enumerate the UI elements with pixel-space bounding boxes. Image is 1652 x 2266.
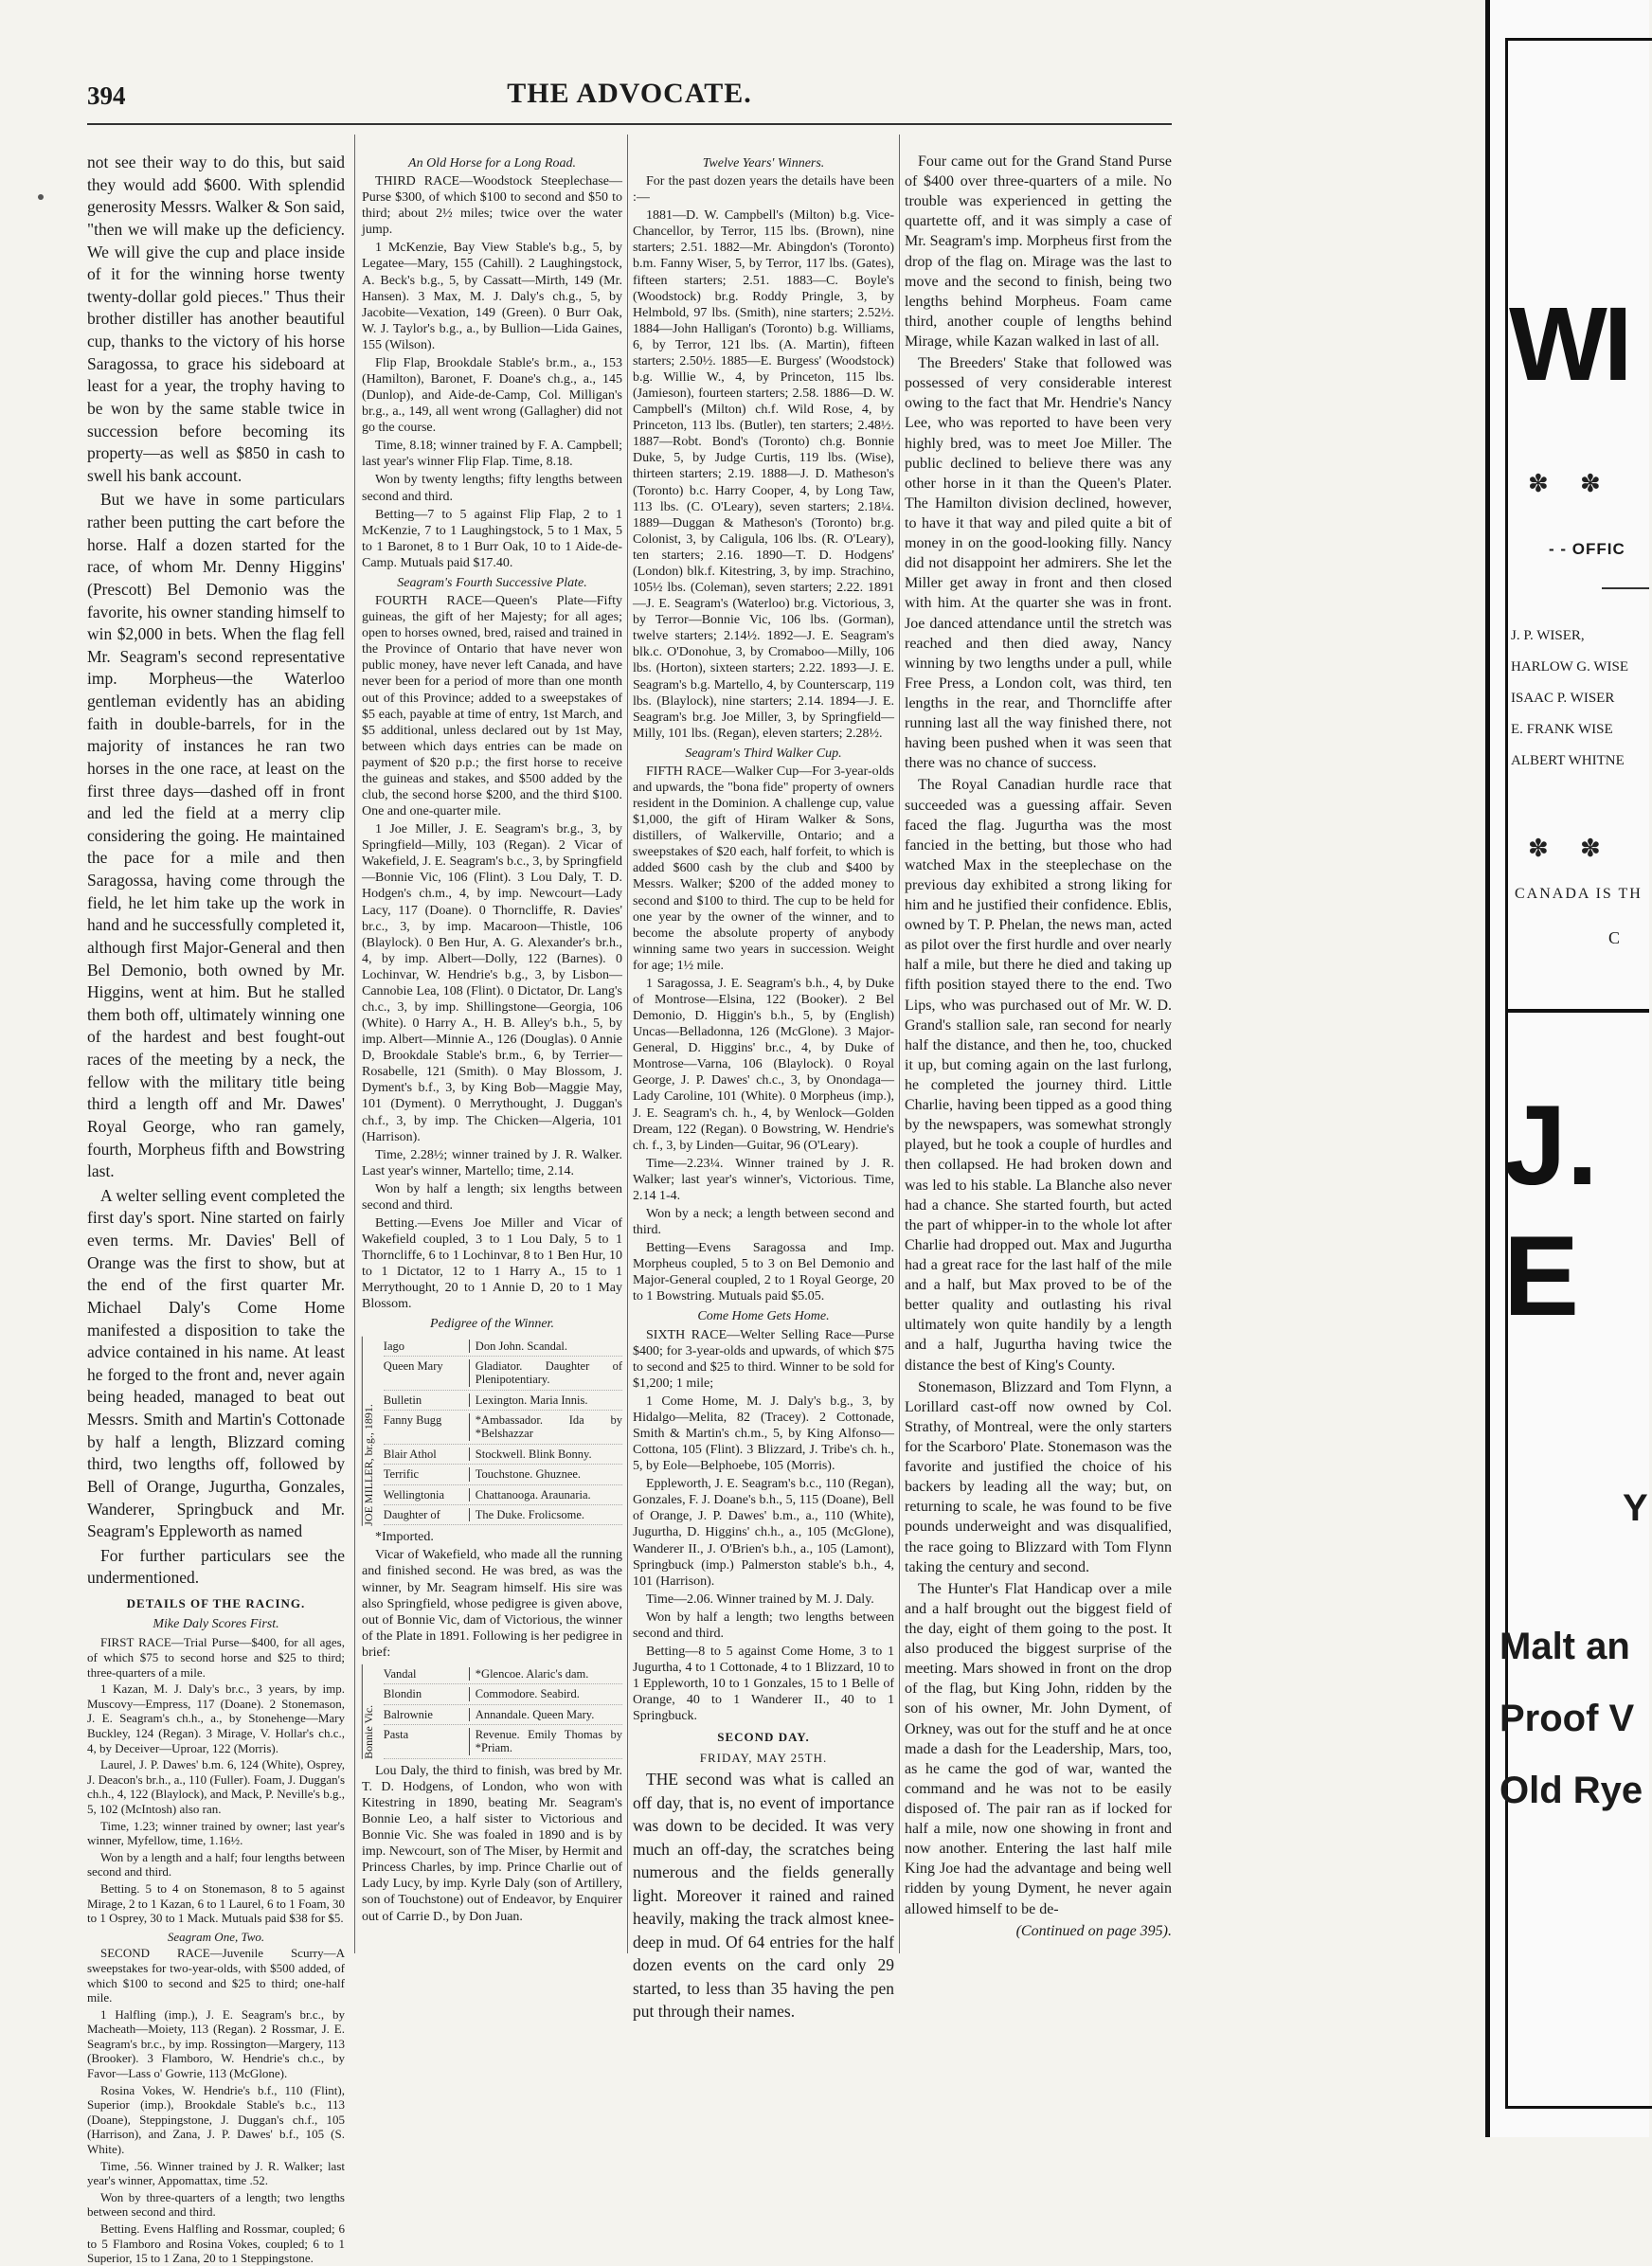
subheading: Mike Daly Scores First. <box>153 1616 279 1631</box>
ad-names <box>1511 620 1628 777</box>
paragraph: The Hunter's Flat Handicap over a mile and a half brought out the biggest field of the day, eight of them going to the post. It also produced the biggest surprise of the meeting. Mars showed in front on the drop of the flag, but King John, ridden by the son of his owner, Mr. John Dyment, of Orkney, was out for the stuff and he at once made a dash for the Leadership, Mars, too, as he came the god of war, wanted the command and he was not to be easily disposed of. The pair ran as if locked for half a mile, now one showing in front and now another. Entering the last half mile King Joe had the advantage and being well ridden by young Dyment, he never again allowed himself to be de- <box>905 1580 1172 1917</box>
race-margin: Won by a neck; a length between second and third. <box>633 1207 894 1238</box>
pedigree-horse: Blondin <box>383 1687 422 1701</box>
pedigree-row <box>384 1664 622 1684</box>
race-betting: Betting.—Evens Joe Miller and Vicar of Wakefield coupled, 3 to 1 Lou Daly, 5 to 1 Thorncliffe, 6 to 1 Lochinvar, 8 to 1 Ben Hur, 10 to 1 Dictator, 12 to 1 Harry A., 15 to 1 Merrythought, 20 to 1 Annie D, 20 to 1 May Blossom. <box>362 1216 622 1312</box>
continued-note: (Continued on page 395). <box>1015 1922 1172 1939</box>
paragraph: Stonemason, Blizzard and Tom Flynn, a Lorillard cast-off now owned by Col. Strathy, of Montreal, were the only starters for the Scarboro' Plate. Stonemason was the favorite and justified the choice of his backers by leading all the way; but, on returning to scale, he was found to be five pounds underweight and was disqualified, the race going to Blizzard with Tom Flynn taking the century and second. <box>905 1378 1172 1575</box>
pedigree-horse: Balrownie <box>383 1707 433 1721</box>
ad-text: Y <box>1623 1487 1648 1529</box>
pedigree-parents: *Glencoe. Alaric's dam. <box>469 1667 622 1681</box>
subheading: Seagram's Third Walker Cup. <box>685 746 842 761</box>
pedigree-side-label: JOE MILLER, br.g., 1891. <box>362 1337 378 1526</box>
race-time: Time—2.23¼. Winner trained by J. R. Walker; last year's winner's, Victorious. Time, 2.14 1-4. <box>633 1156 894 1203</box>
column-3 <box>633 152 894 2022</box>
subheading: Twelve Years' Winners. <box>702 156 825 171</box>
race-results: 1 Joe Miller, J. E. Seagram's br.g., 3, by Springfield—Milly, 103 (Regan). 2 Vicar of Wakefield, J. E. Seagram's b.c., 3, by Springfield—Bonnie Vic, 106 (Flint). 3 Lou Daly, T. D. Hodgen's ch.m., 4, by imp. Newcourt—Lady Lacy, 117 (Doane). 0 Thorncliffe, R. Davies' br.c., 3, by imp. Macaroon—Thistle, 106 (Blaylock). 0 Ben Hur, A. G. Alexander's br.h., 4, by imp. Albert—Dolly, 122 (Barnes). 0 Lochinvar, W. Hendrie's b.g., 3, by Lisbon—Cannobie Lea, 108 (Flint). 0 Dictator, Dr. Lang's ch.c., 3, by imp. Shillingstone—Georgia, 106 (White). 0 Harry A., H. B. Alley's b.h., 5, by imp. Albert—Minnie A., 126 (Douglas). 0 Annie D, Brookdale Stable's br.m., 6, by Terrier—Rosabelle, 121 (Smith). 0 May Blossom, J. Dyment's b.f., 3, by King Bob—Maggie May, 101 (Dyment). 0 Merrythought, J. Duggan's ch.f., 3, by imp. The Chicken—Algeria, 101 (Harrison). <box>362 822 622 1144</box>
ad-headline: WI <box>1509 286 1629 403</box>
ad-tagline: CANADA IS TH <box>1515 886 1643 902</box>
paragraph: For the past dozen years the details have been :— <box>633 174 894 206</box>
pedigree-parents: Revenue. Emily Thomas by *Priam. <box>469 1728 622 1755</box>
pedigree-horse: Wellingtonia <box>383 1487 445 1502</box>
pedigree-row <box>384 1357 622 1391</box>
pedigree-horse: Vandal <box>383 1666 417 1681</box>
race-betting: Betting—8 to 5 against Come Home, 3 to 1 Jugurtha, 4 to 1 Cottonade, 4 to 1 Blizzard, 10 to 1 Eppleworth, 10 to 1 Gonzales, 15 to 1 Belle of Orange, 40 to 1 Wanderer II., 40 to 1 Springbuck. <box>633 1645 894 1724</box>
pedigree-parents: Gladiator. Daughter of Plenipotentiary. <box>469 1359 622 1387</box>
race-description: THIRD RACE—Woodstock Steeplechase—Purse $300, of which $100 to second and $50 to third; about 2½ miles; twice over the water jump. <box>362 174 622 238</box>
pedigree-row <box>384 1505 622 1525</box>
race-time: Time, 8.18; winner trained by F. A. Campbell; last year's winner Flip Flap. Time, 8.18. <box>362 439 622 470</box>
pedigree-parents: Commodore. Seabird. <box>469 1687 622 1700</box>
pedigree-parents: Lexington. Maria Innis. <box>469 1394 622 1407</box>
race-time: Time, .56. Winner trained by J. R. Walker; last year's winner, Appomattax, time .52. <box>87 2158 345 2188</box>
pedigree-table <box>362 1664 622 1759</box>
pedigree-row <box>384 1725 622 1759</box>
paragraph: The Breeders' Stake that followed was possessed of very considerable interest owing to the fact that Mr. Hendrie's Nancy Lee, who was reported to have been very highly bred, was to meet Joe Miller. The public declined to believe there was any other horse in it than the Queen's Plater. The Hamilton division declined, however, to have it that way and piled quite a bit of money in on the good-looking filly. Nancy did not disappoint her admirers. She let the Miller get away in front and then closed with him. At the quarter she was in front. Joe danced attendance until the stretch was reached and then died away, Nancy winning by two lengths under a pull, while Free Press, a London colt, was third, ten lengths in the rear, and Thorncliffe after running last all the way finished there, not having been pushed when it was seen that there was no chance of success. <box>905 355 1172 772</box>
race-also-ran: Rosina Vokes, W. Hendrie's b.f., 110 (Flint), Superior (imp.), Brookdale Stable's b.c., 113 (Doane), Steppingstone, J. Duggan's ch.f., 105 (Harrison), and Zana, J. P. Dawes' b.f., 105 (S. White). <box>87 2082 345 2157</box>
pedigree-row <box>384 1705 622 1725</box>
paragraph: But we have in some particulars rather been putting the cart before the horse. Half a dozen started for the race, of whom Mr. Denny Higgins' (Prescott) Bel Demonio was the favorite, his owner standing himself to win $2,000 in bets. When the flag fell Mr. Seagram's second representative imp. Morpheus—the Waterloo gentleman evidently has an abiding faith in double-barrels, for in the majority of instances he ran two horses in the one race, at least on the first three days—dashed off in front and led the field at a merry clip considering the going. He maintained the pace for a mile and then Saragossa, having come through the field, he let him take up the work in hand and he successfully completed it, although first Major-General and then Bel Demonio, both owned by Mr. Higgins, went at him. But he stalled them both off, ultimately winning one of the hardest and best fought-out races of the meeting by a neck, the fellow with the military title being third a length off and Mr. Dawes' Royal George, who ran gamely, fourth, Morpheus fifth and Bowstring last. <box>87 490 345 1181</box>
ad-divider <box>1505 1009 1649 1013</box>
paragraph: A welter selling event completed the first day's sport. Nine started on fairly even terms. Mr. Davies' Bell of Orange was the first to show, but at the end of the first quarter Mr. Michael Daly's Come Home manifested a disposition to take the advice contained in his name. At least he forged to the front and, never again being headed, managed to beat out Messrs. Smith and Martin's Cottonade by half a length, Blizzard coming third, two lengths off, followed by Bell of Orange, Jugurtha, Gonzales, Wanderer, Springbuck and Mr. Seagram's Eppleworth as named <box>87 1185 345 1541</box>
pedigree-row <box>384 1684 622 1704</box>
pedigree-horse: Queen Mary <box>383 1358 443 1373</box>
ad-product: Old Rye <box>1499 1770 1643 1811</box>
paragraph: Vicar of Wakefield, who made all the running and finished second. He was bred, as was the winner, by Mr. Seagram himself. His sire was also Springfield, whose pedigree is given above, out of Bonnie Vic, dam of Victorious, the winner of the Plate in 1891. Following is her pedigree in brief: <box>362 1548 622 1660</box>
pedigree-row <box>384 1445 622 1465</box>
flower-ornament-icon: ✽ <box>1528 834 1549 862</box>
ad-name: ALBERT WHITNE <box>1511 753 1625 768</box>
paragraph: Four came out for the Grand Stand Purse of $400 over three-quarters of a mile. No trouble was experienced in getting the quartette off, and it was simply a case of Mr. Seagram's imp. Morpheus first from the drop of the flag on. Mirage was the last to move and the second to finish, being two lengths behind Morpheus. Foam came third, another couple of lengths behind Mirage, while Kazan walked in last of all. <box>905 153 1172 350</box>
subheading: An Old Horse for a Long Road. <box>408 156 576 171</box>
pedigree-rows <box>384 1337 622 1526</box>
ad-product: Malt an <box>1499 1626 1630 1667</box>
pedigree-parents: *Ambassador. Ida by *Belshazzar <box>469 1413 622 1441</box>
race-time: Time—2.06. Winner trained by M. J. Daly. <box>646 1592 874 1607</box>
race-betting: Betting. 5 to 4 on Stonemason, 8 to 5 against Mirage, 2 to 1 Kazan, 6 to 1 Laurel, 6 to 1 Foam, 30 to 1 Osprey, 30 to 1 Mack. Mutuals paid $38 for $5. <box>87 1880 345 1926</box>
column-4 <box>905 152 1172 1989</box>
pedigree-row <box>384 1411 622 1445</box>
column-divider <box>627 135 628 1953</box>
pedigree-parents: Stockwell. Blink Bonny. <box>469 1448 622 1461</box>
pedigree-horse: Terrific <box>383 1467 420 1482</box>
pedigree-horse: Daughter of <box>383 1507 440 1521</box>
paragraph: THE second was what is called an off day, that is, no event of importance was down to be decided. It was very much an off-day, the scratches being numerous and the fields generally light. Moreover it rained and rained heavily, making the track almost knee-deep in mud. Of 64 entries for the half dozen events on the card only 29 started, to less than 35 having the pen put through their names. <box>633 1770 894 2022</box>
pedigree-row <box>384 1391 622 1411</box>
race-description: FIRST RACE—Trial Purse—$400, for all ages, of which $75 to second horse and $25 to third; three-quarters of a mile. <box>87 1635 345 1680</box>
ad-rule <box>1602 587 1649 589</box>
race-description: FOURTH RACE—Queen's Plate—Fifty guineas, the gift of her Majesty; for all ages; open to horses owned, bred, raised and trained in the Province of Ontario that have never won public money, have never left Canada, and have never been for a period of more than one month out of this Province; added to a sweepstakes of $5 each, payable at time of entry, 1st March, and $5 additional, unless declared out by 1st May, between which days entries can be made on payment of $20 p.p.; the first horse to receive the guineas and stakes, and $500 added by the club, the second horse $200, and the third $100. One and one-quarter mile. <box>362 594 622 819</box>
paragraph: not see their way to do this, but said they would add $600. With splendid generosity Messrs. Walker & Son said, "then we will make up the deficiency. We will give the cup and place inside of it for the winning horse twenty twenty-dollar gold pieces." Thus their brother distiller has another beautiful cup, thanks to the victory of his horse Saragossa, to grace his sideboard at least for a year, the trophy having to be won by the same stable twice in succession before becoming its property—as well as $850 in cash to swell his bank account. <box>87 153 345 485</box>
race-also-ran: Eppleworth, J. E. Seagram's b.c., 110 (Regan), Gonzales, F. J. Doane's b.h., 5, 115 (Doane), Bell of Orange, J. P. Dawes' b.m., a., 110 (White), Jugurtha, D. Higgins' ch.h., a., 105 (McGlone), Wanderer II., J. O'Brien's b.h., a., 105 (Lamont), Springbuck (imp.) Palmerston stable's b.h., 4, 101 (Harrison). <box>633 1477 894 1589</box>
pedigree-horse: Iago <box>383 1339 405 1353</box>
race-margin: Won by three-quarters of a length; two lengths between second and third. <box>87 2189 345 2220</box>
pedigree-row <box>384 1485 622 1505</box>
flower-ornament-icon: ✽ <box>1580 834 1601 862</box>
race-description: SECOND RACE—Juvenile Scurry—A sweepstakes for two-year-olds, with $500 added, of which $100 to second and $25 to third; one-half mile. <box>87 1946 345 2005</box>
flower-ornament-icon: ✽ <box>1528 469 1549 497</box>
race-margin: Won by half a length; six lengths between second and third. <box>362 1181 622 1213</box>
ad-name: J. P. WISER, <box>1511 628 1585 643</box>
pedigree-rows <box>384 1664 622 1759</box>
race-results: 1 McKenzie, Bay View Stable's b.g., 5, by Legatee—Mary, 155 (Cahill). 2 Laughingstock, A. Beck's b.g., 5, by Cassatt—Mirth, 149 (Mr. Hansen). 3 Max, M. J. Daly's ch.g., 5, by Jacobite—Vexation, 149 (Green). 0 Burr Oak, W. J. Taylor's b.g., a., by Bullion—Lida Gaines, 155 (Wilson). <box>362 241 622 352</box>
winners-list: 1881—D. W. Campbell's (Milton) b.g. Vice-Chancellor, by Terror, 115 lbs. (Brown), nine starters; 2.51. 1882—Mr. Abingdon's (Toronto) b.m. Fanny Wiser, 5, by Terror, 117 lbs. (Gates), fifteen starters; 2.51. 1883—C. Boyle's (Woodstock) br.g. Roddy Pringle, 3, by Helmbold, 97 lbs. (Smith), nine starters; 2.52½. 1884—John Halligan's (Toronto) b.g. Williams, 6, by Terror, 121 lbs. (A. Martin), fifteen starters; 2.50½. 1885—E. Burgess' (Woodstock) b.g. Willie W., 4, by Princeton, 115 lbs. (Jamieson), fourteen starters; 2.58. 1886—D. W. Campbell's (Milton) ch.f. Wild Rose, 4, by Princeton, 113 lbs. (Butler), ten starters; 2.48½. 1887—Robt. Bond's (Toronto) ch.g. Bonnie Duke, 5, by Judge Curtis, 119 lbs. (Wise), thirteen starters; 2.19. 1888—J. D. Matheson's (Toronto) b.c. Harry Cooper, 4, by Long Taw, 113 lbs. (C. O'Leary), seven starters; 2.18¼. 1889—Duggan & Matheson's (Toronto) br.g. Colonist, 3, by Caligula, 106 lbs. (R. O'Leary), ten starters; 2.16. 1890—T. D. Hodgens' (London) blk.f. Kitestring, 3, by imp. Strachino, 105½ lbs. (Coleman), seven starters; 2.22. 1891—J. E. Seagram's (Waterloo) br.g. Victorious, 3, by Terror—Bonnie Vic, 106 lbs. (Gorman), twelve starters; 2.14½. 1892—J. E. Seagram's blk.c. O'Donohue, 3, by Cromaboo—Milly, 106 lbs. (Horton), sixteen starters; 2.22. 1893—J. E. Seagram's b.g. Martello, 4, by Counterscarp, 119 lbs. (Blaylock), nine starters; 2.14. 1894—J. E. Seagram's br.g. Joe Miller, 3, by Springfield—Milly, 101 lbs. (Regan), eleven starters; 2.28½. <box>633 208 894 741</box>
pedigree-table <box>362 1337 622 1526</box>
advertisement <box>1485 0 1649 2137</box>
paragraph: The Royal Canadian hurdle race that succeeded was a guessing affair. Seven faced the flag. Jugurtha was the most fancied in the betting, but those who had watched Max in the steeplechase on the previous day exhibited a strong liking for him and he justified their confidence. Eblis, owned by T. P. Phelan, the news man, acted as pilot over the first hurdle and over nearly half a mile, but there he died and taking up fifth position stayed there to the end. Two Lips, who was purchased out of Mr. W. D. Grand's stallion sale, ran second for nearly half the distance, and then he, too, chucked it up, but coming again on the last furlong, he completed the journey third. Little Charlie, having been tipped as a good thing by the newspapers, was somewhat strongly played, but he took a couple of hurdles and then collapsed. He had broken down and was led to his stable. La Blanche also never had a chance. She started fourth, but acted the part of whipper-in to the whole lot after Charlie had dropped out. Max and Jugurtha had a great race for the last half of the mile and a half, but Max proved to be of the better quality and outlasting his rival ultimately won quite handily by a length and a half, Jugurtha having twice the distance the best of King's County. <box>905 777 1172 1374</box>
section-date: FRIDAY, MAY 25TH. <box>699 1751 828 1766</box>
ad-text: C <box>1608 928 1621 947</box>
ad-office-label: - - OFFIC <box>1549 540 1625 558</box>
race-betting: Betting—Evens Saragossa and Imp. Morpheus coupled, 5 to 3 on Bel Demonio and Major-General coupled, 2 to 1 Royal George, 20 to 1 Bowstring. Mutuals paid $5.05. <box>633 1241 894 1304</box>
pedigree-horse: Pasta <box>383 1728 409 1742</box>
pedigree-parents: The Duke. Frolicsome. <box>469 1508 622 1521</box>
ad-product-lines <box>1499 1610 1643 1826</box>
race-results: 1 Come Home, M. J. Daly's b.g., 3, by Hidalgo—Melita, 82 (Tracey). 2 Cottonade, Smith & Martin's ch.m., 5, by King Alfonso—Cottona, 105 (Flint). 3 Blizzard, J. Tribe's ch. h., 5, by Eole—Belphoebe, 105 (Morris). <box>633 1394 894 1474</box>
pedigree-parents: Touchstone. Ghuznee. <box>469 1467 622 1481</box>
pedigree-side-label: Bonnie Vic. <box>362 1664 378 1759</box>
header-rule <box>87 123 1172 125</box>
race-margin: Won by half a length; two lengths between second and third. <box>633 1610 894 1641</box>
pedigree-row <box>384 1465 622 1484</box>
column-1 <box>87 152 345 2266</box>
pedigree-parents: Don John. Scandal. <box>469 1340 622 1353</box>
section-heading: DETAILS OF THE RACING. <box>126 1596 306 1610</box>
footnote: *Imported. <box>375 1530 434 1545</box>
pedigree-parents: Chattanooga. Araunaria. <box>469 1488 622 1502</box>
race-time: Time, 1.23; winner trained by owner; last year's winner, Myfellow, time, 1.16½. <box>87 1818 345 1848</box>
subheading: Seagram One, Two. <box>167 1929 265 1944</box>
flower-ornament-icon: ✽ <box>1580 469 1601 497</box>
subheading: Seagram's Fourth Successive Plate. <box>397 575 587 590</box>
page-number: 394 <box>87 81 126 110</box>
race-description: FIFTH RACE—Walker Cup—For 3-year-olds and upwards, the "bona fide" property of owners resident in the Dominion. A challenge cup, value $1,000, the gift of Hiram Walker & Sons, distillers, of Walkerville, Ontario; and a sweepstakes of $20 each, half forfeit, to which is added $600 cash by the club and $400 by Messrs. Walker; $200 of the added money to second and $100 to third. The cup to be held for one year by the owner of the winner, and to become the absolute property of anybody winning same two years in succession. Weight for age; 1½ mile. <box>633 764 894 973</box>
subheading: Come Home Gets Home. <box>697 1309 830 1324</box>
race-results: 1 Saragossa, J. E. Seagram's b.h., 4, by Duke of Montrose—Elsina, 122 (Booker). 2 Bel Demonio, D. Higgin's b.h., 5, by (English) Uncas—Belladonna, 126 (McGlone). 3 Major-General, D. Higgins' br.c., 4, by Duke of Montrose—Varna, 106 (Blaylock). 0 Royal George, J. P. Dawes' ch.c., 3, by Onondaga—Lady Caroline, 101 (White). 0 Morpheus (imp.), J. E. Seagram's ch. h., 4, by Wenlock—Golden Dream, 122 (Regan). 0 Bowstring, W. Hendrie's ch. f., 3, by Linden—Guitar, 96 (O'Leary). <box>633 976 894 1153</box>
pedigree-parents: Annandale. Queen Mary. <box>469 1708 622 1721</box>
race-results: 1 Halfling (imp.), J. E. Seagram's br.c., by Macheath—Moiety, 113 (Regan). 2 Rossmar, J. E. Seagram's br.c., by imp. Rossington—Margery, 113 (Brooker). 3 Flamboro, W. Hendrie's ch.c., by Favor—Lass o' Gowrie, 113 (McGlone). <box>87 2006 345 2081</box>
ad-name: E. FRANK WISE <box>1511 722 1613 737</box>
ad-product: Proof V <box>1499 1698 1635 1739</box>
subheading: Pedigree of the Winner. <box>430 1317 554 1332</box>
ad-name: ISAAC P. WISER <box>1511 691 1615 706</box>
paragraph: Lou Daly, the third to finish, was bred by Mr. T. D. Hodgens, of London, who won with Kitestring in 1890, beating Mr. Seagram's Bonnie Leo, a half sister to Victorious and Bonnie Vic. She was foaled in 1890 and is by imp. Newcourt, son of The Miser, by Hermit and Princess Charles, by imp. Prince Charlie out of Lady Lucy, by imp. Kyrle Daly (son of Artillery, son of Touchstone) out of Endeavor, by Enquirer out of Carrie D., by Don Juan. <box>362 1763 622 1924</box>
margin-mark <box>38 194 44 200</box>
race-betting: Betting—7 to 5 against Flip Flap, 2 to 1 McKenzie, 7 to 1 Laughingstock, 5 to 1 Max, 5 to 1 Baronet, 8 to 1 Burr Oak, 10 to 1 Aide-de-Camp. Mutuals paid $17.40. <box>362 507 622 570</box>
column-divider <box>354 135 355 1953</box>
race-margin: Won by a length and a half; four lengths between second and third. <box>87 1849 345 1879</box>
race-also-ran: Laurel, J. P. Dawes' b.m. 6, 124 (White), Osprey, J. Deacon's br.h., a., 110 (Fuller). Foam, J. Duggan's ch.h., 4, 122 (Blaylock), and Mack, P. Neville's b.g., 5, 102 (McIntosh) also ran. <box>87 1757 345 1816</box>
race-betting: Betting. Evens Halfling and Rossmar, coupled; 6 to 5 Flamboro and Rosina Vokes, coupled; 6 to 1 Superior, 15 to 1 Zana, 20 to 1 Steppingstone. <box>87 2221 345 2266</box>
race-also-ran: Flip Flap, Brookdale Stable's br.m., a., 153 (Hamilton), Baronet, F. Doane's ch.g., a., 145 (Dunlop), and Aide-de-Camp, Col. Milligan's br.g., a., 149, all went wrong (Gallagher) did not go the course. <box>362 355 622 436</box>
pedigree-horse: Fanny Bugg <box>383 1413 442 1428</box>
pedigree-horse: Blair Athol <box>383 1447 437 1461</box>
race-results: 1 Kazan, M. J. Daly's br.c., 3 years, by imp. Muscovy—Empress, 117 (Doane). 2 Stonemason, J. E. Seagram's ch.h., a., by Stonehenge—Mary Buckley, 124 (Regan). 3 Mirage, V. Hollar's ch.c., 4, by Deceiver—Uproar, 122 (Morris). <box>87 1682 345 1755</box>
race-description: SIXTH RACE—Welter Selling Race—Purse $400; for 3-year-olds and upwards, of which $75 to second and $25 to third. Winner to be sold for $1,200; 1 mile; <box>633 1327 894 1391</box>
column-divider <box>899 135 900 1953</box>
page-title: THE ADVOCATE. <box>507 78 752 109</box>
ad-headline: J. E <box>1503 1082 1599 1340</box>
ad-name: HARLOW G. WISE <box>1511 659 1629 674</box>
paragraph: For further particulars see the undermentioned. <box>87 1545 345 1588</box>
race-margin: Won by twenty lengths; fifty lengths between second and third. <box>362 473 622 504</box>
pedigree-row <box>384 1337 622 1357</box>
pedigree-horse: Bulletin <box>383 1393 422 1407</box>
page-header <box>87 78 1172 116</box>
column-2 <box>362 152 622 1989</box>
section-heading: SECOND DAY. <box>717 1730 810 1745</box>
race-time: Time, 2.28½; winner trained by J. R. Walker. Last year's winner, Martello; time, 2.14. <box>362 1147 622 1178</box>
